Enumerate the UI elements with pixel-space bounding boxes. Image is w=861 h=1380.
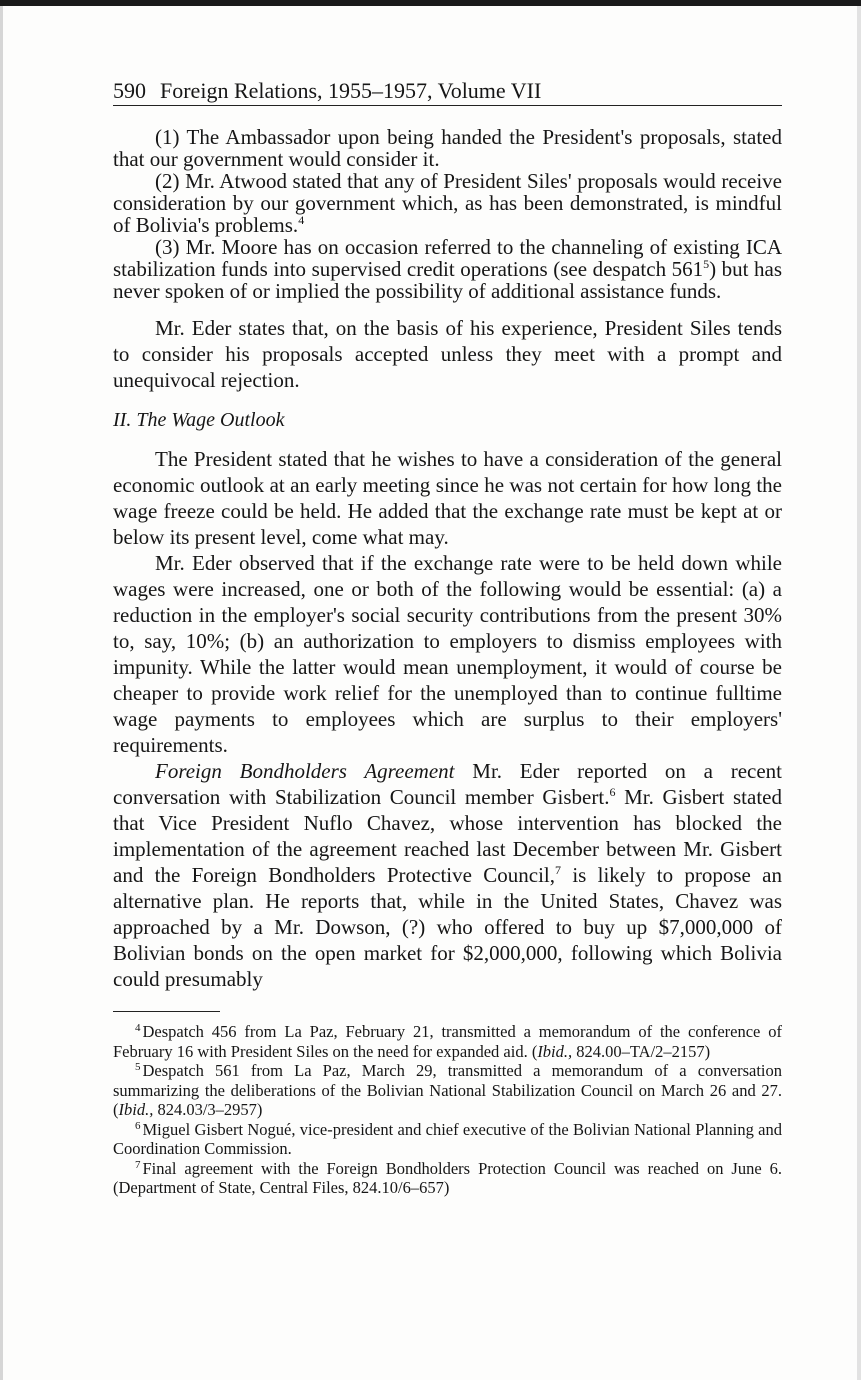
running-header [113,78,782,106]
point-3: (3) Mr. Moore has on occasion referred to the channeling of existing ICA stabilization funds into supervised credit operations (see despatch $561^5$) but has never spoken of or implied the possibility of additional assistance funds. [113,235,782,303]
eder-paragraph: Mr. Eder states that, on the basis of his experience, President Siles tends to consider his proposals accepted unless they meet with a prompt and unequivocal rejection. [113,316,782,392]
footnote-ref-6: 6 [609,785,616,799]
point-2: (2) Mr. Atwood stated that any of President Siles' proposals would receive consideration by our government which, as has been demonstrated, is mindful of Bolivia's problems.$^4$ [113,169,782,237]
wage-outlook-body [113,446,782,992]
footnotes [113,1022,782,1198]
footnote-4: $^4$ Despatch 456 from La Paz, February 21, transmitted a memorandum of the conference of February 16 with President Siles on the need for expanded aid. (Ibid., 824.00–TA/2–2157) [113,1022,782,1061]
wage-paragraph-1: The President stated that he wishes to have a consideration of the general economic outlook at an early meeting since he was not certain for how long the wage freeze could be held. He added that the exchange rate must be kept at or below its present level, come what may. [113,447,782,549]
footnote-ref-7: 7 [555,863,562,877]
footnote-ref-4: 4 [298,213,305,227]
footnote-6: $^6$ Miguel Gisbert Nogué, vice-president and chief executive of the Bolivian National Planning and Coordination Commission. [113,1119,782,1158]
eder-block [113,315,782,393]
scan-right-edge [857,6,861,1380]
numbered-points [113,126,782,302]
section-heading: II. The Wage Outlook [113,409,285,431]
wage-paragraph-2: Mr. Eder observed that if the exchange rate were to be held down while wages were increased, one or both of the following would be essential: (a) a reduction in the employer's social security contributions from the present 30% to, say, 10%; (b) an authorization to employers to dismiss employees with impunity. While the latter would mean unemployment, it would of course be cheaper to provide work relief for the unemployed than to continue fulltime wage payments to employees which are surplus to their employers' requirements. [113,551,782,757]
point-1: (1) The Ambassador upon being handed the President's proposals, stated that our government would consider it. [113,125,782,171]
bondholders-paragraph: Foreign Bondholders Agreement Mr. Eder reported on a recent conversation with Stabilization Council member Gisbert.$^6$ Mr. Gisbert stated that Vice President Nuflo Chavez, whose intervention has blocked the implementation of the agreement reached last December between Mr. Gisbert and the Foreign Bondholders Protective Council,$^7$ is likely to propose an alternative plan. He reports that, while in the United States, Chavez was approached by a Mr. Dowson, (?) who offered to buy up $7,000,000 of Bolivian bonds on the open market for $2,000,000, following which Bolivia could presumably [113,759,782,991]
footnote-5: $^5$ Despatch 561 from La Paz, March 29, transmitted a memorandum of a conversation summarizing the deliberations of the Bolivian National Stabilization Council on March 26 and 27. (Ibid., 824.03/3–2957) [113,1061,782,1119]
scan-left-edge [0,6,3,1380]
running-title: Foreign Relations, 1955–1957, Volume VII [160,78,542,103]
scan-top-edge [0,0,861,6]
bondholders-heading: Foreign Bondholders Agreement [155,759,455,783]
page-number: 590 [113,78,146,103]
document-page [113,78,782,1198]
footnote-rule [113,1011,220,1012]
footnote-7: $^7$ Final agreement with the Foreign Bondholders Protection Council was reached on June 6. (Department of State, Central Files, 824.10/6–657) [113,1158,782,1197]
footnote-ref-5: 5 [703,257,710,271]
